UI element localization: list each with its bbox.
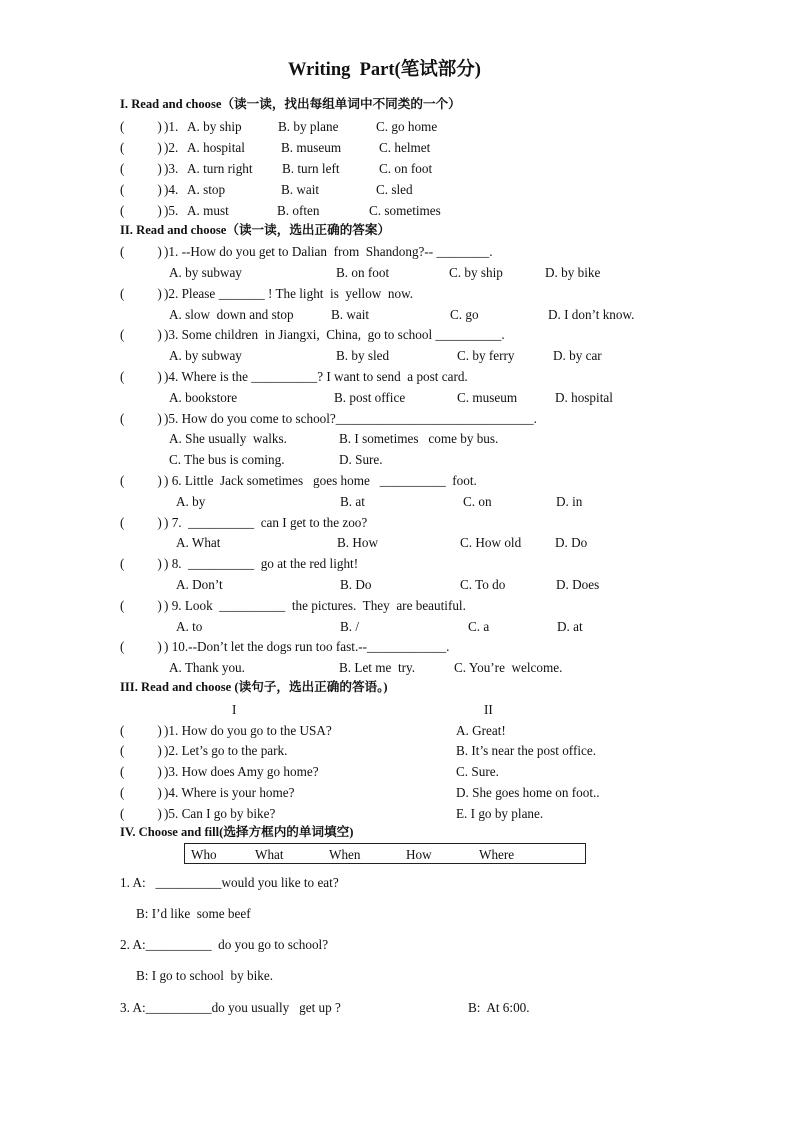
- answer-blank[interactable]: ( ): [120, 764, 162, 779]
- page-title: Writing Part(笔试部分): [288, 60, 481, 80]
- match-question: )1. How do you go to the USA?: [164, 723, 332, 738]
- option-b: B. on foot: [336, 265, 390, 280]
- match-question: )2. Let’s go to the park.: [164, 743, 288, 758]
- option-c: C. You’re welcome.: [454, 660, 563, 675]
- word-option: What: [255, 847, 284, 862]
- option-d: D. Does: [556, 577, 600, 592]
- answer-blank[interactable]: ( ): [120, 244, 162, 259]
- option-b: B. often: [277, 203, 320, 218]
- answer-blank[interactable]: ( ): [120, 140, 162, 155]
- answer-blank[interactable]: ( ): [120, 119, 162, 134]
- option-d: D. Do: [555, 535, 588, 550]
- option-a: A. What: [176, 535, 221, 550]
- word-option: Where: [479, 847, 515, 862]
- item-number: )5.: [164, 203, 179, 218]
- option-c: C. go home: [376, 119, 438, 134]
- option-b: B. wait: [331, 307, 370, 322]
- option-c: C. museum: [457, 390, 518, 405]
- option-a: A. slow down and stop: [169, 307, 294, 322]
- option-d: D. I don’t know.: [548, 307, 635, 322]
- question-text: )1. --How do you get to Dalian from Shandong?-- ________.: [164, 244, 493, 259]
- option-b: B. Let me try.: [339, 660, 416, 675]
- match-answer: A. Great!: [456, 723, 506, 738]
- section-1-heading: I. Read and choose（读一读，找出每组单词中不同类的一个）: [120, 97, 461, 111]
- option-c: C. on foot: [379, 161, 433, 176]
- option-b: B. by plane: [278, 119, 339, 134]
- question-text: ) 8. __________ go at the red light!: [164, 556, 359, 571]
- option-b: B. at: [340, 494, 365, 509]
- option-a: A. Thank you.: [169, 660, 245, 675]
- match-question: )3. How does Amy go home?: [164, 764, 319, 779]
- answer-blank[interactable]: ( ): [120, 598, 162, 613]
- item-number: )2.: [164, 140, 179, 155]
- fill-answer-2: B: I go to school by bike.: [136, 968, 273, 983]
- answer-blank[interactable]: ( ): [120, 203, 162, 218]
- option-a: A. hospital: [187, 140, 245, 155]
- answer-blank[interactable]: ( ): [120, 286, 162, 301]
- question-text: )2. Please _______ ! The light is yellow now.: [164, 286, 414, 301]
- word-option: How: [406, 847, 432, 862]
- answer-blank[interactable]: ( ): [120, 639, 162, 654]
- answer-blank[interactable]: ( ): [120, 369, 162, 384]
- option-d: D. hospital: [555, 390, 613, 405]
- option-c: C. a: [468, 619, 490, 634]
- option-c: C. by ship: [449, 265, 503, 280]
- item-number: )3.: [164, 161, 179, 176]
- option-c: C. The bus is coming.: [169, 452, 285, 467]
- question-text: ) 10.--Don’t let the dogs run too fast.--____________.: [164, 639, 450, 654]
- fill-answer-1: B: I’d like some beef: [136, 906, 251, 921]
- word-box: [184, 843, 586, 864]
- answer-blank[interactable]: ( ): [120, 723, 162, 738]
- option-b: B. by sled: [336, 348, 390, 363]
- answer-blank[interactable]: ( ): [120, 556, 162, 571]
- option-a: A. She usually walks.: [169, 431, 287, 446]
- option-b: B. How: [337, 535, 379, 550]
- answer-blank[interactable]: ( ): [120, 473, 162, 488]
- option-c: C. by ferry: [457, 348, 515, 363]
- question-text: )5. How do you come to school?______________________________.: [164, 411, 537, 426]
- option-b: B. wait: [281, 182, 320, 197]
- option-a: A. Don’t: [176, 577, 223, 592]
- option-c: C. sled: [376, 182, 413, 197]
- answer-blank[interactable]: ( ): [120, 411, 162, 426]
- option-d: D. Sure.: [339, 452, 383, 467]
- word-option: Who: [191, 847, 217, 862]
- option-b: B. museum: [281, 140, 342, 155]
- answer-blank[interactable]: ( ): [120, 515, 162, 530]
- answer-blank[interactable]: ( ): [120, 161, 162, 176]
- section-2-heading: II. Read and choose（读一读，选出正确的答案）: [120, 223, 391, 237]
- option-b: B. turn left: [282, 161, 340, 176]
- section-3-heading: III. Read and choose (读句子，选出正确的答语。): [120, 680, 388, 694]
- option-c: C. go: [450, 307, 479, 322]
- question-text: )4. Where is the __________? I want to send a post card.: [164, 369, 468, 384]
- option-a: A. must: [187, 203, 229, 218]
- fill-question-1: 1. A: __________would you like to eat?: [120, 875, 339, 890]
- option-d: D. in: [556, 494, 583, 509]
- match-answer: E. I go by plane.: [456, 806, 544, 821]
- fill-answer-3: B: At 6:00.: [468, 1000, 530, 1015]
- column-2-header: II: [484, 702, 493, 717]
- option-a: A. by: [176, 494, 206, 509]
- column-1-header: I: [232, 702, 237, 717]
- fill-question-2: 2. A:__________ do you go to school?: [120, 937, 329, 952]
- option-c: C. helmet: [379, 140, 431, 155]
- match-answer: C. Sure.: [456, 764, 499, 779]
- option-a: A. to: [176, 619, 203, 634]
- option-d: D. by car: [553, 348, 602, 363]
- option-b: B. /: [340, 619, 360, 634]
- question-text: ) 9. Look __________ the pictures. They are beautiful.: [164, 598, 466, 613]
- section-4-heading: IV. Choose and fill(选择方框内的单词填空): [120, 825, 354, 839]
- option-b: B. Do: [340, 577, 372, 592]
- match-answer: D. She goes home on foot..: [456, 785, 600, 800]
- option-b: B. post office: [334, 390, 406, 405]
- option-c: C. To do: [460, 577, 506, 592]
- option-a: A. turn right: [187, 161, 253, 176]
- option-a: A. by ship: [187, 119, 242, 134]
- answer-blank[interactable]: ( ): [120, 743, 162, 758]
- option-c: C. sometimes: [369, 203, 441, 218]
- match-question: )4. Where is your home?: [164, 785, 295, 800]
- answer-blank[interactable]: ( ): [120, 327, 162, 342]
- answer-blank[interactable]: ( ): [120, 785, 162, 800]
- answer-blank[interactable]: ( ): [120, 806, 162, 821]
- option-a: A. by subway: [169, 348, 242, 363]
- match-answer: B. It’s near the post office.: [456, 743, 597, 758]
- question-text: )3. Some children in Jiangxi, China, go to school __________.: [164, 327, 505, 342]
- option-a: A. bookstore: [169, 390, 238, 405]
- fill-question-3: 3. A:__________do you usually get up ?: [120, 1000, 341, 1015]
- option-b: B. I sometimes come by bus.: [339, 431, 499, 446]
- option-d: D. at: [557, 619, 583, 634]
- option-a: A. by subway: [169, 265, 242, 280]
- question-text: ) 6. Little Jack sometimes goes home __________ foot.: [164, 473, 477, 488]
- option-c: C. on: [463, 494, 492, 509]
- option-a: A. stop: [187, 182, 226, 197]
- answer-blank[interactable]: ( ): [120, 182, 162, 197]
- word-option: When: [329, 847, 361, 862]
- match-question: )5. Can I go by bike?: [164, 806, 276, 821]
- item-number: )1.: [164, 119, 179, 134]
- option-d: D. by bike: [545, 265, 601, 280]
- option-c: C. How old: [460, 535, 522, 550]
- item-number: )4.: [164, 182, 179, 197]
- question-text: ) 7. __________ can I get to the zoo?: [164, 515, 368, 530]
